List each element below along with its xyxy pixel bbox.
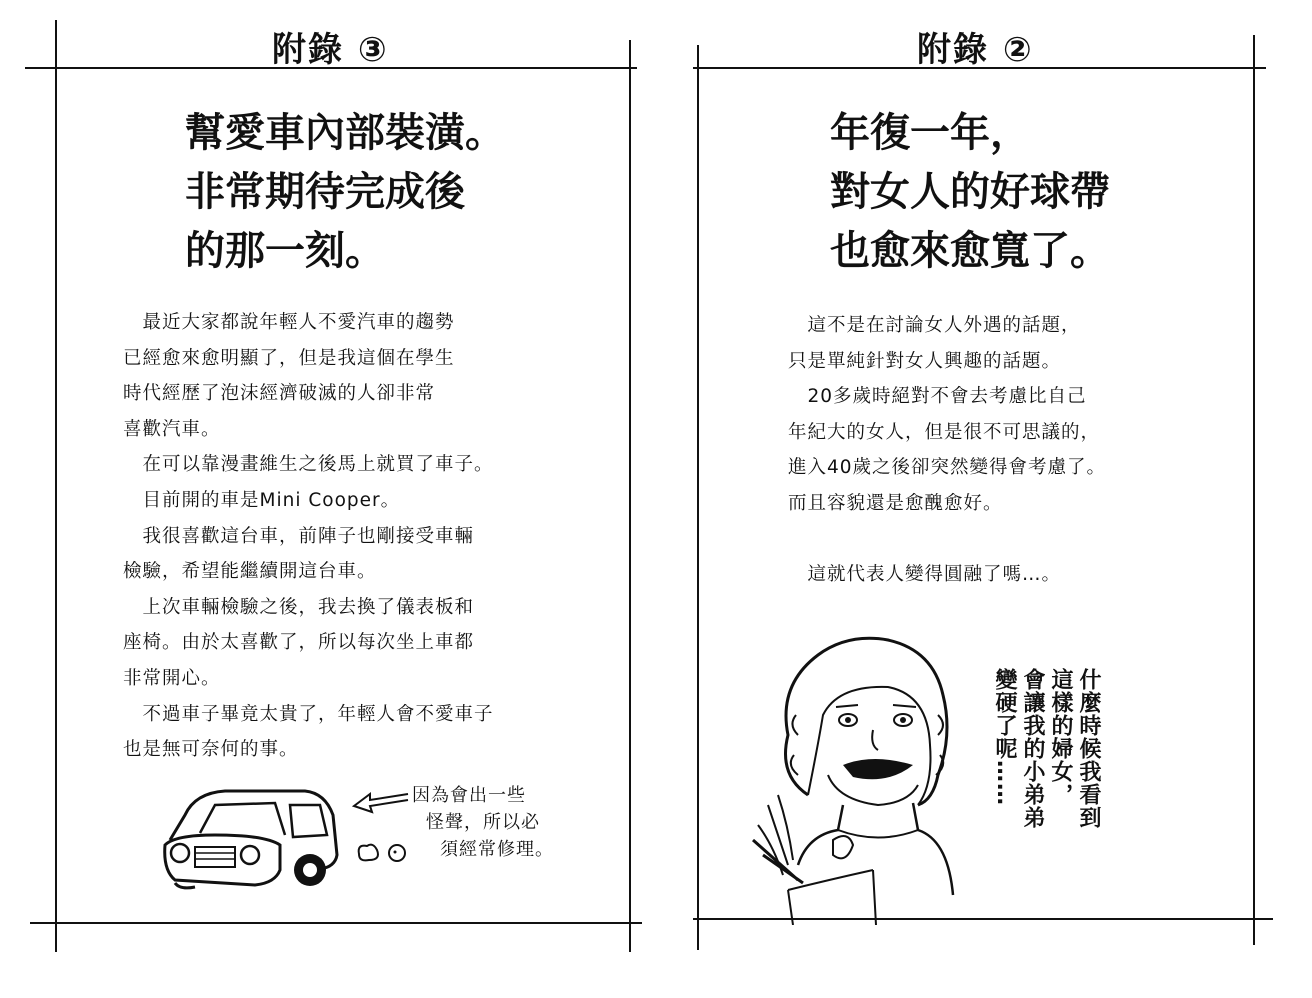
right-body-line: 而且容貌還是愈醜愈好。 [788, 492, 1003, 514]
left-body-line: 喜歡汽車。 [123, 418, 221, 440]
speech-line-3: 會讓我的小弟弟 [1020, 668, 1045, 829]
speech-bubble-text [990, 668, 1102, 888]
left-body-line: 在可以靠漫畫維生之後馬上就買了車子。 [123, 454, 494, 476]
left-body-line: 上次車輛檢驗之後，我去換了儀表板和 [123, 596, 475, 618]
left-frame-right-line [629, 40, 631, 952]
right-headline-line-3: 也愈來愈寬了。 [830, 228, 1110, 274]
right-frame-right-line [1253, 35, 1255, 945]
arrow-icon [350, 788, 410, 818]
left-frame-left-line [55, 20, 57, 952]
mini-cooper-car-illustration [155, 785, 345, 890]
right-headline [830, 104, 1110, 281]
right-page-title: 附錄 ② [917, 30, 1034, 70]
left-body-line: 非常開心。 [123, 667, 221, 689]
car-note [412, 782, 554, 863]
car-note-line: 因為會出一些 [412, 785, 526, 806]
left-body-line: 最近大家都說年輕人不愛汽車的趨勢 [123, 312, 455, 333]
left-body-line: 檢驗，希望能繼續開這台車。 [123, 561, 377, 583]
left-body-line: 目前開的車是Mini Cooper。 [123, 489, 401, 511]
exhaust-puff-icon [355, 840, 410, 865]
left-body-line: 也是無可奈何的事。 [123, 739, 299, 761]
speech-line-1: 什麼時候我看到 [1076, 668, 1101, 829]
right-body-line: 20多歲時絕對不會去考慮比自己 [788, 386, 1087, 408]
right-body-text [788, 308, 1106, 593]
left-body-line: 座椅。由於太喜歡了，所以每次坐上車都 [123, 632, 475, 654]
left-headline-line-3: 的那一刻。 [185, 228, 385, 274]
left-headline [185, 104, 505, 281]
right-body-line: 年紀大的女人，但是很不可思議的， [788, 421, 1101, 443]
left-frame-bottom-line [30, 922, 642, 924]
left-body-line: 時代經歷了泡沫經濟破滅的人卻非常 [123, 383, 436, 405]
car-note-line: 怪聲，所以必 [426, 812, 540, 833]
right-body-line: 這就代表人變得圓融了嗎…。 [788, 564, 1062, 586]
right-headline-line-1: 年復一年， [830, 110, 1030, 156]
left-headline-line-2: 非常期待完成後 [185, 169, 465, 215]
right-frame-left-line [697, 45, 699, 950]
speech-line-2: 這樣的婦女， [1048, 668, 1073, 806]
left-body-text [123, 305, 494, 768]
right-body-line: 進入40歲之後卻突然變得會考慮了。 [788, 457, 1107, 479]
speech-line-4: 變硬了呢…… [992, 668, 1017, 806]
left-body-line: 已經愈來愈明顯了，但是我這個在學生 [123, 347, 455, 369]
car-note-line: 須經常修理。 [440, 839, 554, 860]
right-body-line: 這不是在討論女人外遇的話題， [788, 315, 1081, 336]
left-page-title: 附錄 ③ [272, 30, 389, 70]
right-body-line [788, 522, 1106, 558]
left-body-line: 我很喜歡這台車，前陣子也剛接受車輛 [123, 525, 475, 547]
left-body-line: 不過車子畢竟太貴了，年輕人會不愛車子 [123, 703, 494, 725]
left-headline-line-1: 幫愛車內部裝潢。 [185, 110, 505, 156]
right-body-line: 只是單純針對女人興趣的話題。 [788, 350, 1062, 372]
woman-illustration [748, 625, 960, 925]
right-headline-line-2: 對女人的好球帶 [830, 169, 1110, 215]
